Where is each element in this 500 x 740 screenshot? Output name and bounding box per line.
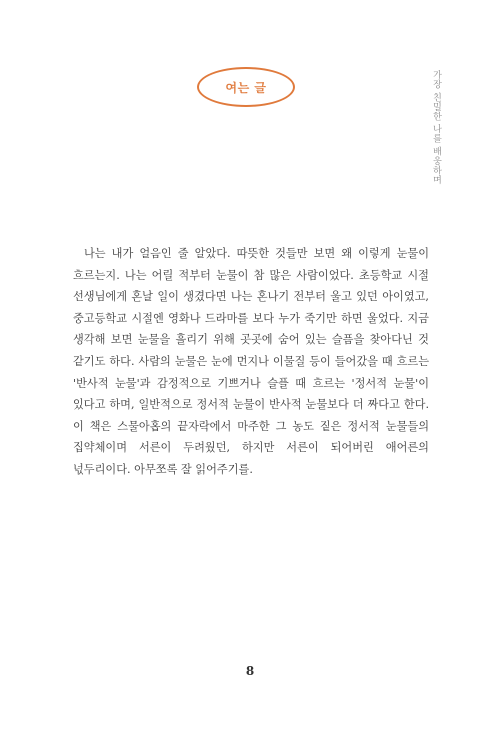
- running-title: 가장 친밀한 나를 배웅하며: [431, 70, 441, 185]
- chapter-heading: 여는 글: [225, 80, 267, 95]
- chapter-heading-oval: [197, 67, 295, 107]
- body-paragraph: 나는 내가 얼음인 줄 알았다. 따뜻한 것들만 보면 왜 이렇게 눈물이 흐르는지. 나는 어릴 적부터 눈물이 참 많은 사람이었다. 초등학교 시절 선생님에게 혼날 일이 생겼다면 나는 혼나기 전부터 울고 있던 아이였고, 중고등학교 시절엔 영화나 드라마를 보다 누가 죽기만 하면 울었다. 지금 생각해 보면 눈물을 흘리기 위해 곳곳에 숨어 있는 슬픔을 찾아다닌 것 같기도 하다. 사람의 눈물은 눈에 먼지나 이물질 등이 들어갔을 때 흐르는 '반사적 눈물'과 감정적으로 기쁘거나 슬플 때 흐르는 '정서적 눈물'이 있다고 하며, 일반적으로 정서적 눈물이 반사적 눈물보다 더 짜다고 한다. 이 책은 스물아홉의 끝자락에서 마주한 그 농도 짙은 정서적 눈물들의 집약체이며 서른이 두려웠던, 하지만 서른이 되어버린 애어른의 넋두리이다. 아무쪼록 잘 읽어주기를.: [73, 247, 429, 476]
- page-number: 8: [245, 664, 255, 678]
